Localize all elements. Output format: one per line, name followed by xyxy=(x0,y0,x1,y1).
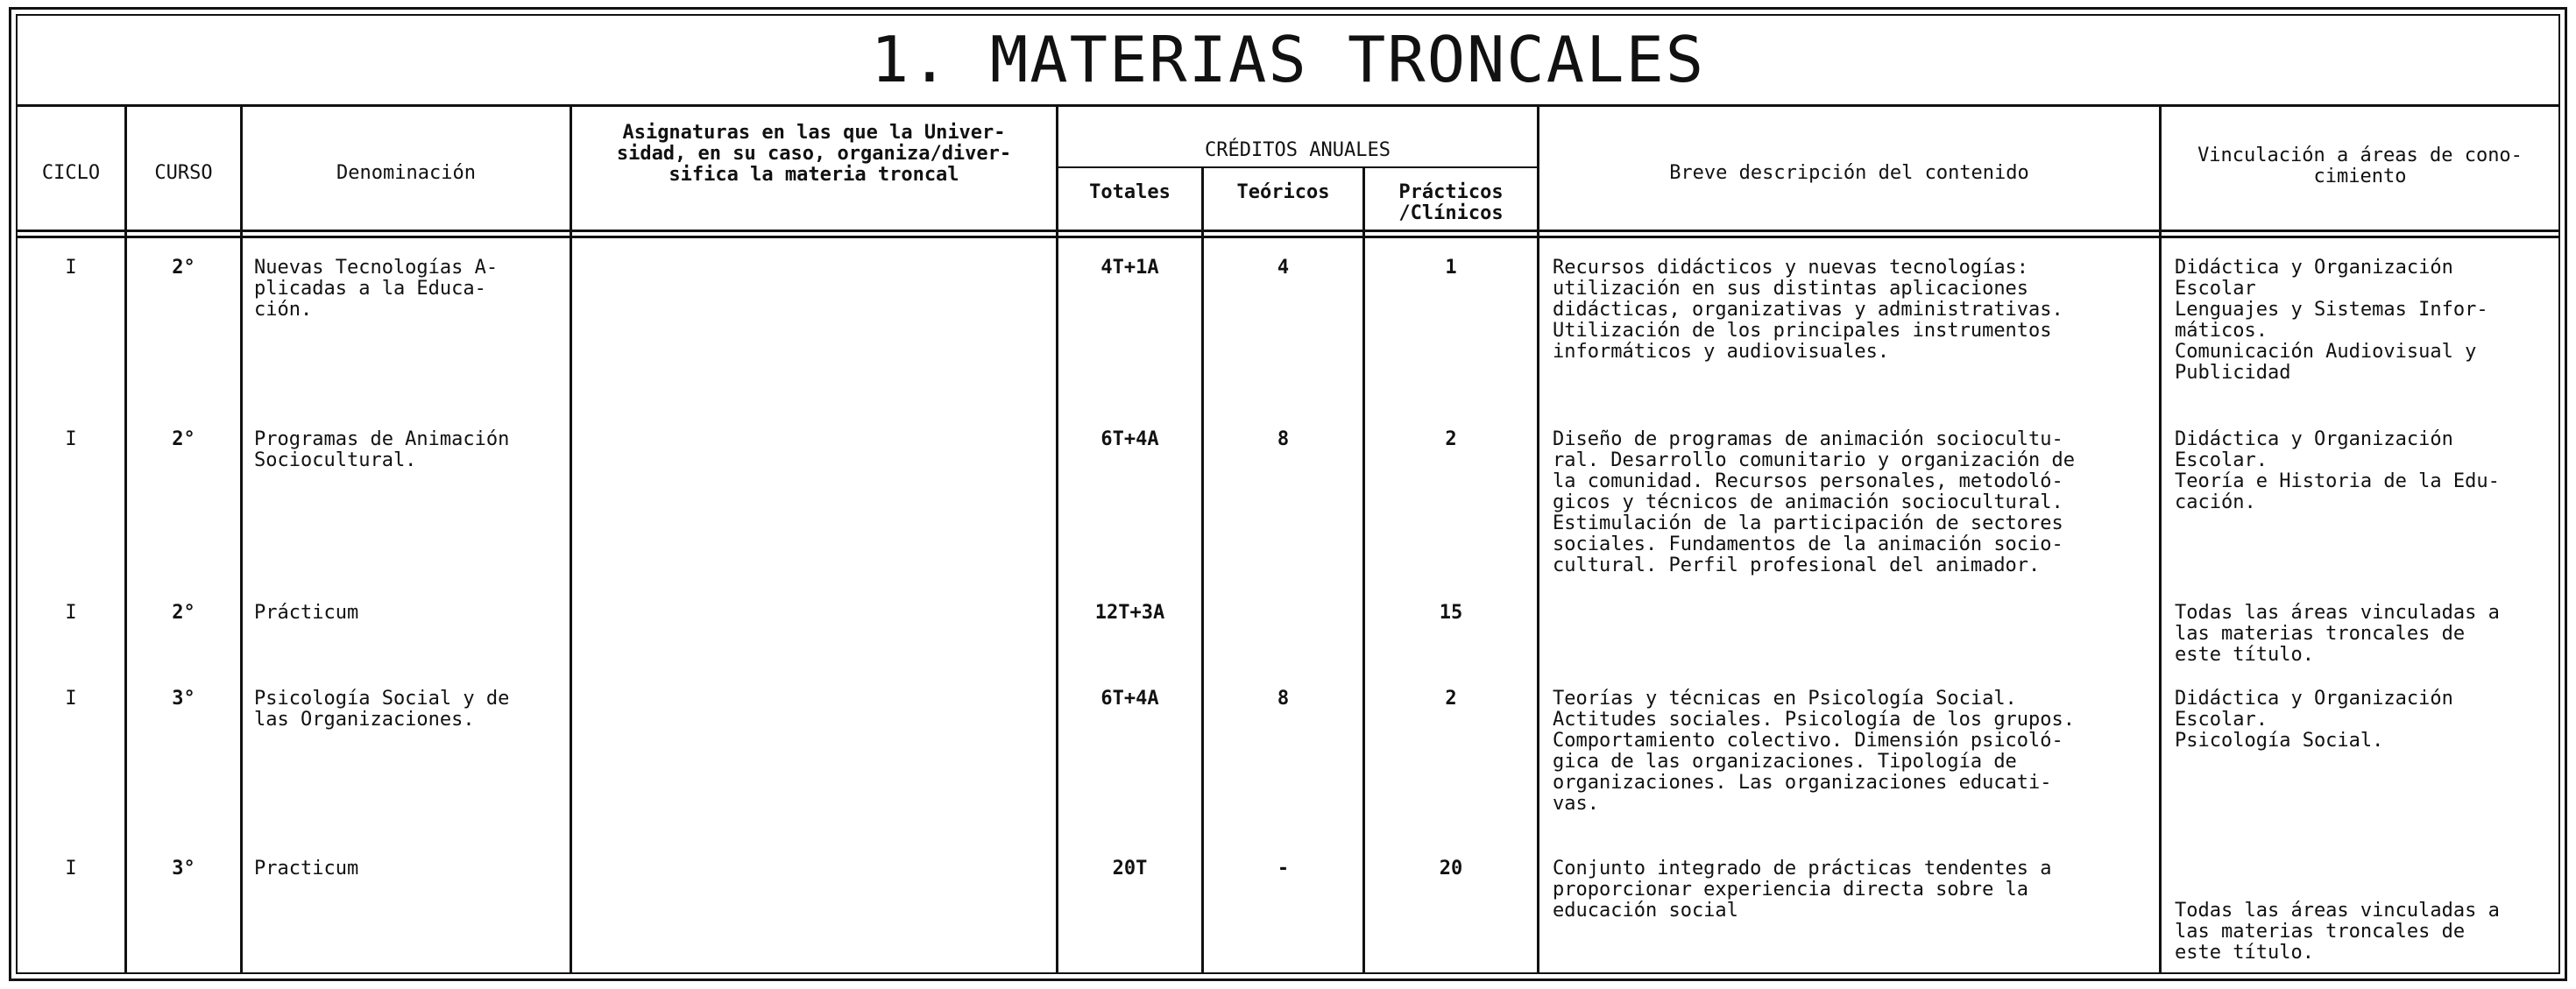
header-denominacion: Denominación xyxy=(336,162,476,184)
header-teoricos: Teóricos xyxy=(1236,181,1330,203)
row1-vinculacion: Didáctica y Organización Escolar Lenguajes y Sistemas Infor- máticos. Comunicación Audiovisual y Publicidad xyxy=(2175,257,2488,384)
table-frame xyxy=(16,14,2560,974)
header-creditos: CRÉDITOS ANUALES xyxy=(1205,139,1391,161)
creditos-divider xyxy=(1056,166,1539,168)
row1-curso: 2° xyxy=(172,257,195,279)
document-page xyxy=(9,7,2567,981)
page-title: 1. MATERIAS TRONCALES xyxy=(18,16,2558,107)
row3-ciclo: I xyxy=(65,602,77,624)
col-divider xyxy=(240,107,243,974)
row2-vinculacion: Didáctica y Organización Escolar. Teoría e Historia de la Edu- cación. xyxy=(2175,428,2500,513)
row1-totales: 4T+1A xyxy=(1100,257,1159,279)
header-totales: Totales xyxy=(1089,181,1171,203)
header-practicos: Prácticos /Clínicos xyxy=(1398,181,1504,224)
row5-ciclo: I xyxy=(65,858,77,880)
header-vinculacion: Vinculación a áreas de cono- cimiento xyxy=(2197,145,2523,187)
col-divider xyxy=(1537,107,1539,974)
row1-descripcion: Recursos didácticos y nuevas tecnologías: utilización en sus distintas aplicaciones didácticas, organizativas y administrativas. Utilización de los principales instrumentos informáticos y audiovisuales. xyxy=(1553,257,2063,363)
row2-practicos: 2 xyxy=(1445,428,1457,450)
header-asignaturas: Asignaturas en las que la Univer- sidad, en su caso, organiza/diver- sifica la materia troncal xyxy=(616,122,1012,186)
row5-denominacion: Practicum xyxy=(254,858,359,880)
row1-denominacion: Nuevas Tecnologías A- plicadas a la Educa- ción. xyxy=(254,257,499,321)
row5-teoricos: - xyxy=(1277,858,1290,880)
col-divider xyxy=(1362,166,1365,974)
row4-teoricos: 8 xyxy=(1277,688,1290,710)
row5-vinculacion: Todas las áreas vinculadas a las materias troncales de este título. xyxy=(2175,900,2500,964)
row5-practicos: 20 xyxy=(1439,858,1463,880)
row4-curso: 3° xyxy=(172,688,195,710)
header-divider xyxy=(18,230,2558,232)
header-ciclo: CICLO xyxy=(41,162,101,184)
row3-curso: 2° xyxy=(172,602,195,624)
row3-vinculacion: Todas las áreas vinculadas a las materias troncales de este título. xyxy=(2175,602,2500,666)
row2-curso: 2° xyxy=(172,428,195,450)
row2-descripcion: Diseño de programas de animación sociocultu- ral. Desarrollo comunitario y organización de la comunidad. Recursos personales, metodoló- gicos y técnicos de animación sociocultural. Estimulación de la participación de sectores sociales. Fundamentos de la animación socio- cultural. Perfil profesional del animador. xyxy=(1553,428,2076,576)
col-divider xyxy=(570,107,572,974)
row4-vinculacion: Didáctica y Organización Escolar. Psicología Social. xyxy=(2175,688,2453,752)
row3-practicos: 15 xyxy=(1439,602,1463,624)
row3-totales: 12T+3A xyxy=(1094,602,1165,624)
col-divider xyxy=(124,107,127,974)
row4-practicos: 2 xyxy=(1445,688,1457,710)
row2-teoricos: 8 xyxy=(1277,428,1290,450)
row1-teoricos: 4 xyxy=(1277,257,1290,279)
row2-denominacion: Programas de Animación Sociocultural. xyxy=(254,428,510,471)
row2-ciclo: I xyxy=(65,428,77,450)
row2-totales: 6T+4A xyxy=(1100,428,1159,450)
row3-denominacion: Prácticum xyxy=(254,602,359,624)
row1-practicos: 1 xyxy=(1445,257,1457,279)
row5-totales: 20T xyxy=(1112,858,1148,880)
row4-totales: 6T+4A xyxy=(1100,688,1159,710)
row5-curso: 3° xyxy=(172,858,195,880)
row5-descripcion: Conjunto integrado de prácticas tendentes a proporcionar experiencia directa sobre la educación social xyxy=(1553,858,2052,922)
row4-descripcion: Teorías y técnicas en Psicología Social. Actitudes sociales. Psicología de los grupos. Comportamiento colectivo. Dimensión psicoló- gica de las organizaciones. Tipología de organizaciones. Las organizaciones educati- vas. xyxy=(1553,688,2076,815)
row1-ciclo: I xyxy=(65,257,77,279)
row4-denominacion: Psicología Social y de las Organizaciones. xyxy=(254,688,510,731)
header-descripcion: Breve descripción del contenido xyxy=(1669,162,2029,184)
header-curso: CURSO xyxy=(154,162,213,184)
col-divider xyxy=(2159,107,2162,974)
row4-ciclo: I xyxy=(65,688,77,710)
header-divider-double xyxy=(18,236,2558,238)
col-divider xyxy=(1056,107,1058,974)
col-divider xyxy=(1201,166,1204,974)
